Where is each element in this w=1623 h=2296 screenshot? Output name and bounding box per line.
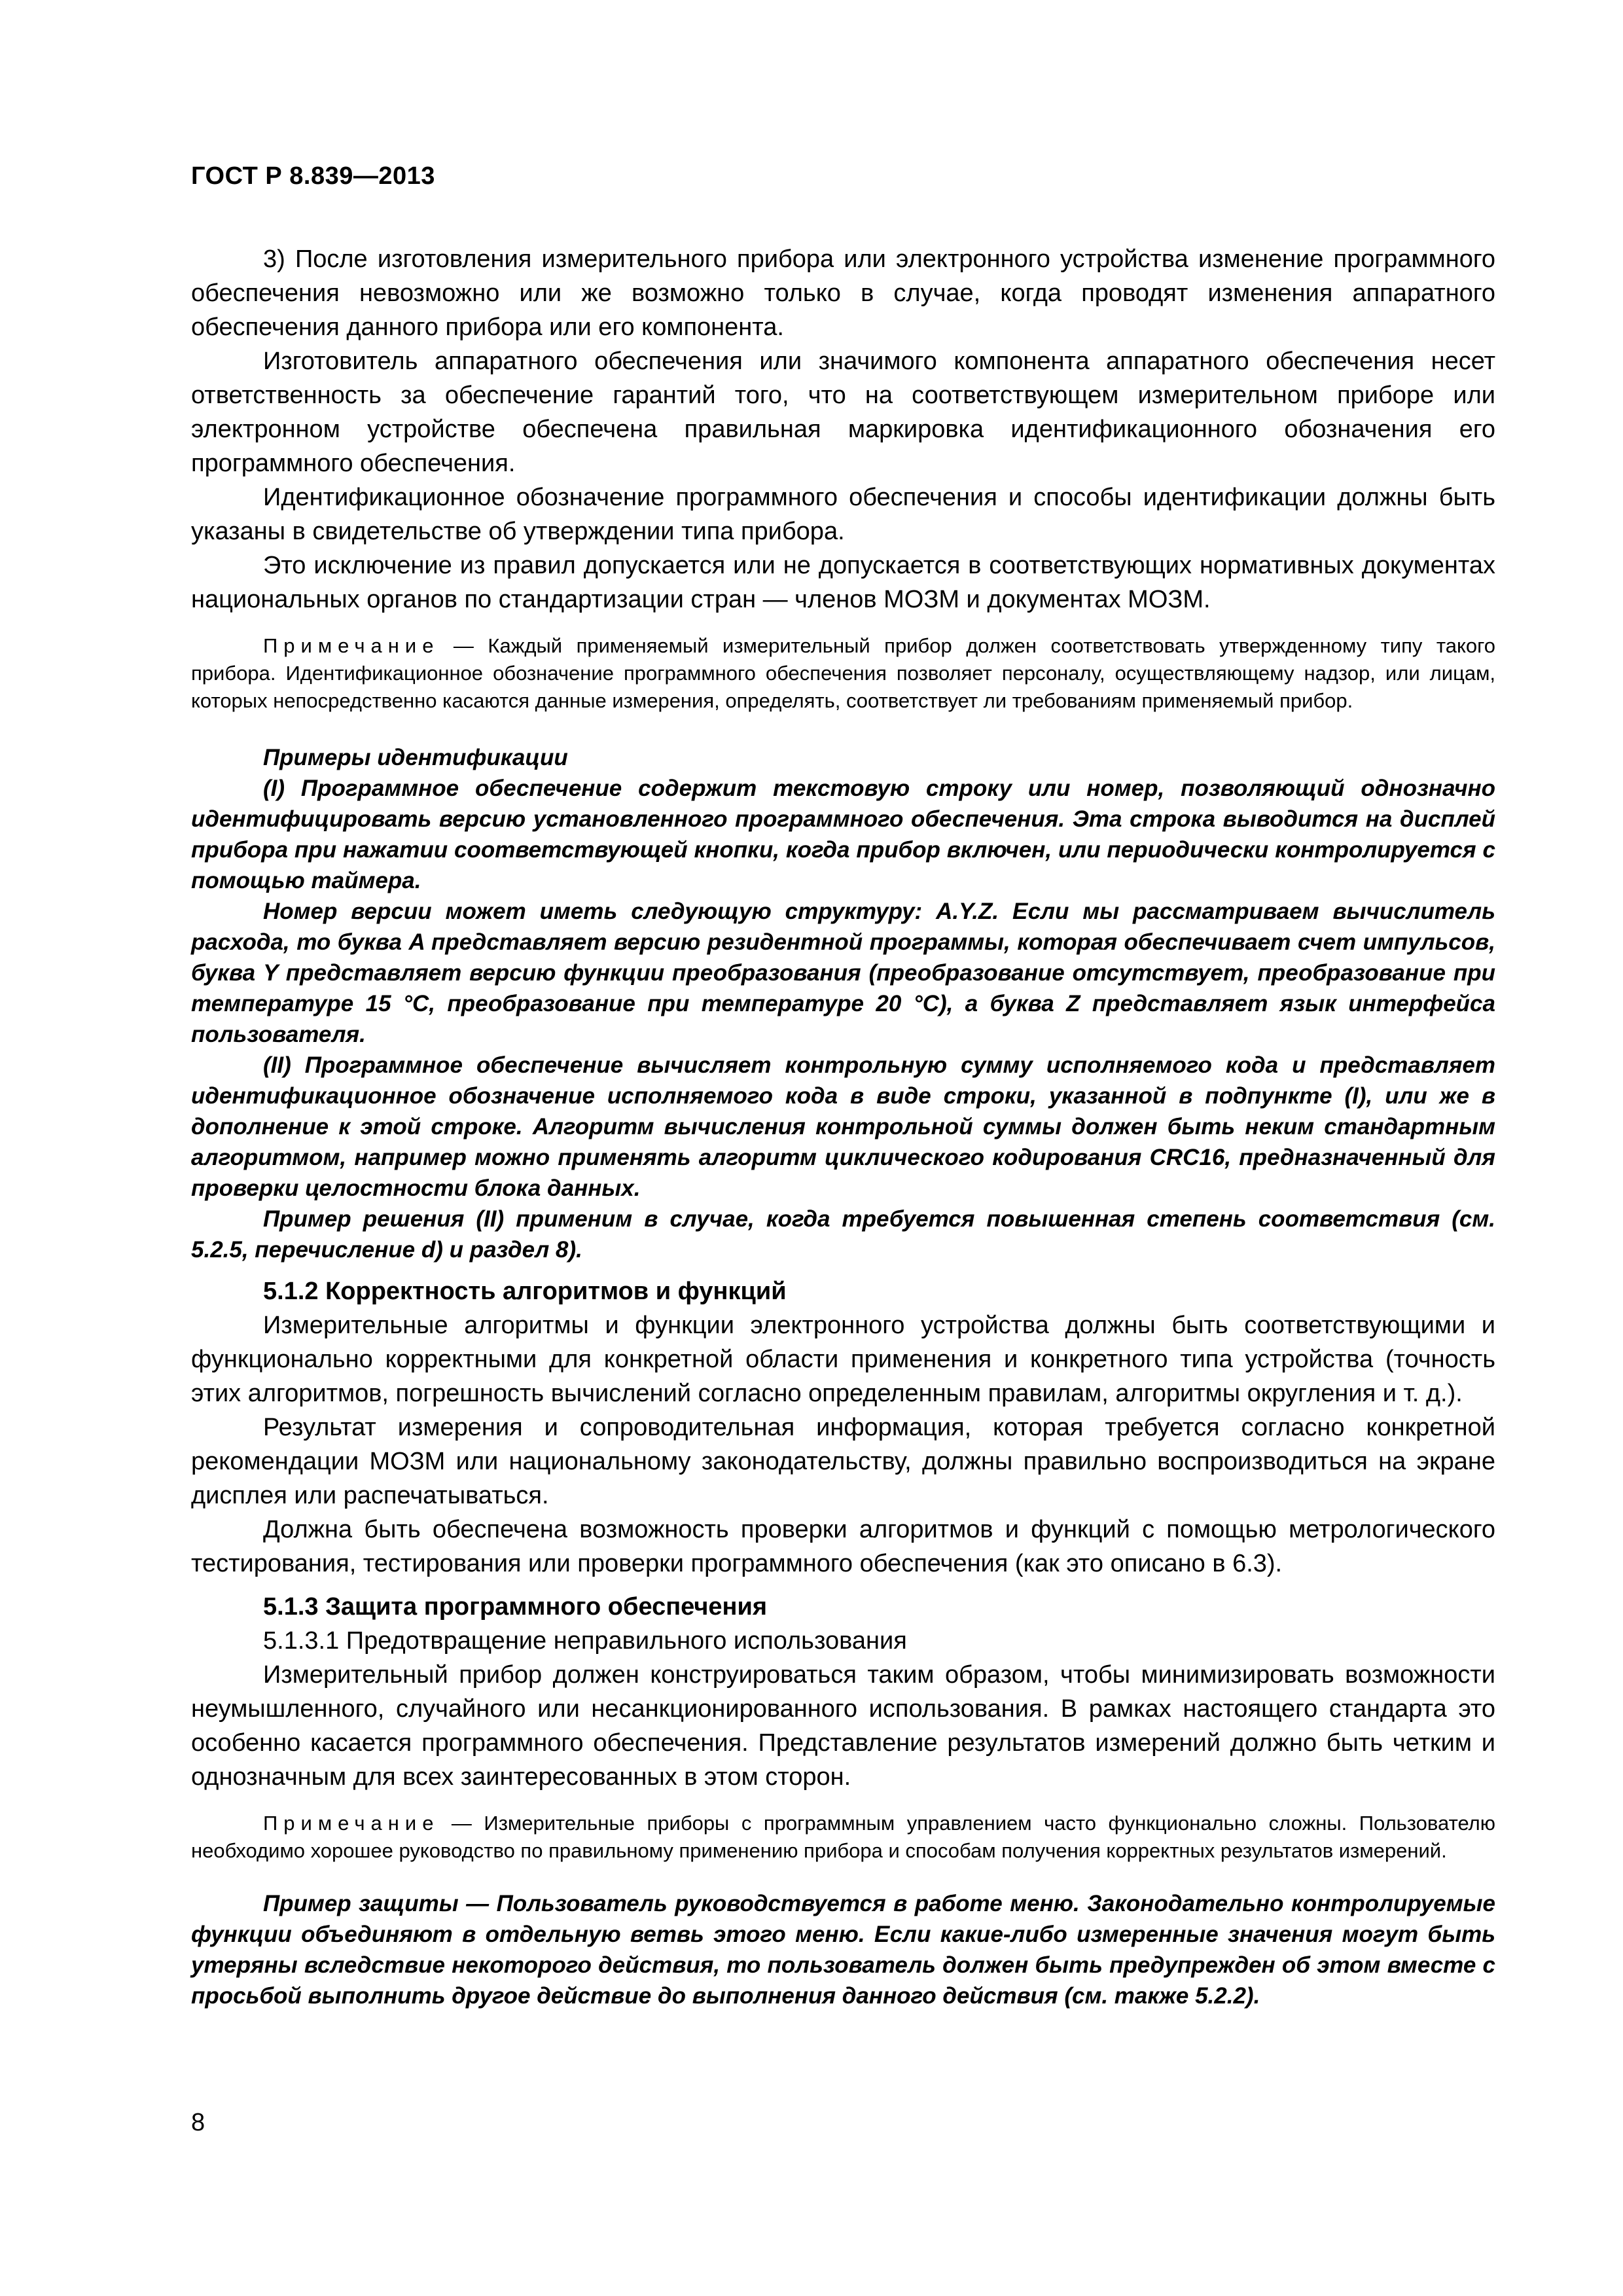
paragraph-identification-certificate: Идентификационное обозначение программного обеспечения и способы идентификации должны быть указаны в свидетельстве об утверждении типа прибора.	[191, 484, 1495, 545]
example-text-string: (I) Программное обеспечение содержит текстовую строку или номер, позволяющий однозначно идентифицировать версию установленного программного обеспечения. Эта строка выводится на дисплей прибора при нажатии соответствующей кнопки, когда прибор включен, или периодически контролируется с помощью таймера.	[191, 776, 1495, 893]
paragraph-manufacturer-responsibility: Изготовитель аппаратного обеспечения или значимого компонента аппаратного обеспечения несет ответственность за обеспечение гарантий того, что на соответствующем измерительном приборе или электронном устройстве обеспечена правильная маркировка идентификационного обозначения его программного обеспечения.	[191, 348, 1495, 477]
example-version-structure: Номер версии может иметь следующую структуру: A.Y.Z. Если мы рассматриваем вычислитель расхода, то буква A представляет версию резидентной программы, которая обеспечивает счет импульсов, буква Y представляет версию функции преобразования (преобразование отсутствует, преобразование при температуре 15 °С, преобразование при температуре 20 °С), а буква Z представляет язык интерфейса пользователя.	[191, 899, 1495, 1047]
paragraph-software-change: 3) После изготовления измерительного прибора или электронного устройства изменение программного обеспечения невозможно или же возможно только в случае, когда проводят изменения аппаратного обеспечения данного прибора или его компонента.	[191, 245, 1495, 341]
document-header: ГОСТ Р 8.839—2013	[191, 162, 435, 190]
example-protection: Пример защиты — Пользователь руководствуется в работе меню. Законодательно контролируемые функции объединяют в отдельную ветвь этого меню. Если какие-либо измеренные значения могут быть утеряны вследствие некоторого действия, то пользователь должен быть предупрежден об этом вместе с просьбой выполнить другое действие до выполнения данного действия (см. также 5.2.2).	[191, 1891, 1495, 2009]
section-heading-5-1-2: 5.1.2 Корректность алгоритмов и функций	[263, 1278, 787, 1305]
note-text: — Измерительные приборы с программным управлением часто функционально сложны. Пользователю необходимо хорошее руководство по правильному применению прибора и способам получения корректных результатов измерений.	[191, 1812, 1495, 1862]
note-label: Примечание	[263, 634, 440, 657]
note-software-controlled	[191, 1810, 1495, 1865]
subsection-heading-5-1-3-1: 5.1.3.1 Предотвращение неправильного использования	[263, 1627, 907, 1655]
note-identification	[191, 632, 1495, 715]
page-number: 8	[191, 2109, 205, 2136]
paragraph-algorithm-verification: Должна быть обеспечена возможность проверки алгоритмов и функций с помощью метрологического тестирования, тестирования или проверки программного обеспечения (как это описано в 6.3).	[191, 1516, 1495, 1577]
section-heading-5-1-3: 5.1.3 Защита программного обеспечения	[263, 1593, 768, 1621]
paragraph-measurement-result: Результат измерения и сопроводительная информация, которая требуется согласно конкретной рекомендации МОЗМ или национальному законодательству, должны правильно воспроизводиться на экране дисплея или распечатываться.	[191, 1414, 1495, 1509]
paragraph-misuse-prevention: Измерительный прибор должен конструироваться таким образом, чтобы минимизировать возможности неумышленного, случайного или несанкционированного использования. В рамках настоящего стандарта это особенно касается программного обеспечения. Представление результатов измерений должно быть четким и однозначным для всех заинтересованных в этом сторон.	[191, 1661, 1495, 1791]
document-body	[191, 242, 1495, 2011]
paragraph-algorithms-correctness: Измерительные алгоритмы и функции электронного устройства должны быть соответствующими и функционально корректными для конкретной области применения и конкретного типа устройства (точность этих алгоритмов, погрешность вычислений согласно определенным правилам, алгоритмы округления и т. д.).	[191, 1312, 1495, 1407]
example-checksum: (II) Программное обеспечение вычисляет контрольную сумму исполняемого кода и представляет идентификационное обозначение исполняемого кода в виде строки, указанной в подпункте (I), или же в дополнение к этой строке. Алгоритм вычисления контрольной суммы должен быть неким стандартным алгоритмом, например можно применять алгоритм циклического кодирования CRC16, предназначенный для проверки целостности блока данных.	[191, 1052, 1495, 1201]
paragraph-exception-rule: Это исключение из правил допускается или не допускается в соответствующих нормативных документах национальных органов по стандартизации стран — членов МОЗМ и документах МОЗМ.	[191, 552, 1495, 613]
note-text: — Каждый применяемый измерительный прибор должен соответствовать утвержденному типу такого прибора. Идентификационное обозначение программного обеспечения позволяет персоналу, осуществляющему надзор, или лицам, которых непосредственно касаются данные измерения, определять, соответствует ли требованиям применяемый прибор.	[191, 634, 1495, 712]
example-solution-applicability: Пример решения (II) применим в случае, когда требуется повышенная степень соответствия (см. 5.2.5, перечисление d) и раздел 8).	[191, 1206, 1495, 1263]
examples-title: Примеры идентификации	[263, 745, 568, 770]
note-label: Примечание	[263, 1812, 440, 1835]
